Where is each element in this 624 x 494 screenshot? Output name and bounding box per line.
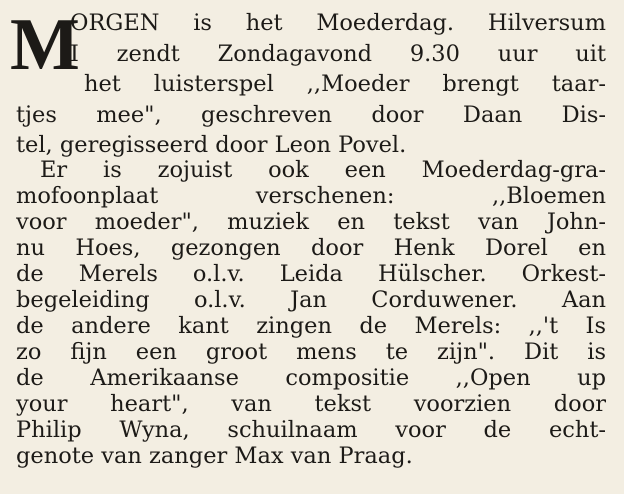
text-line: voor moeder", muziek en tekst van John- <box>16 209 606 235</box>
text-line: het luisterspel ,,Moeder brengt taar- <box>84 71 606 97</box>
text-line: genote van zanger Max van Praag. <box>16 443 413 469</box>
text-line: ORGEN is het Moederdag. Hilversum <box>70 10 606 36</box>
text-line: de andere kant zingen de Merels: ,,'t Is <box>16 313 606 339</box>
text-line: zo fijn een groot mens te zijn". Dit is <box>16 339 606 365</box>
text-line: begeleiding o.l.v. Jan Corduwener. Aan <box>16 287 606 313</box>
text-line: your heart", van tekst voorzien door <box>16 391 606 417</box>
text-line: tjes mee", geschreven door Daan Dis- <box>16 102 606 128</box>
text-line: nu Hoes, gezongen door Henk Dorel en <box>16 235 606 261</box>
text-line: Philip Wyna, schuilnaam voor de echt- <box>16 417 606 443</box>
text-line: de Merels o.l.v. Leida Hülscher. Orkest- <box>16 261 606 287</box>
text-line: I zendt Zondagavond 9.30 uur uit <box>70 41 606 67</box>
text-line: de Amerikaanse compositie ,,Open up <box>16 365 606 391</box>
text-line: mofoonplaat verschenen: ,,Bloemen <box>16 183 606 209</box>
drop-cap-letter: M <box>10 4 79 86</box>
text-line: Er is zojuist ook een Moederdag-gra- <box>40 157 606 183</box>
text-line: tel, geregisseerd door Leon Povel. <box>16 132 407 158</box>
